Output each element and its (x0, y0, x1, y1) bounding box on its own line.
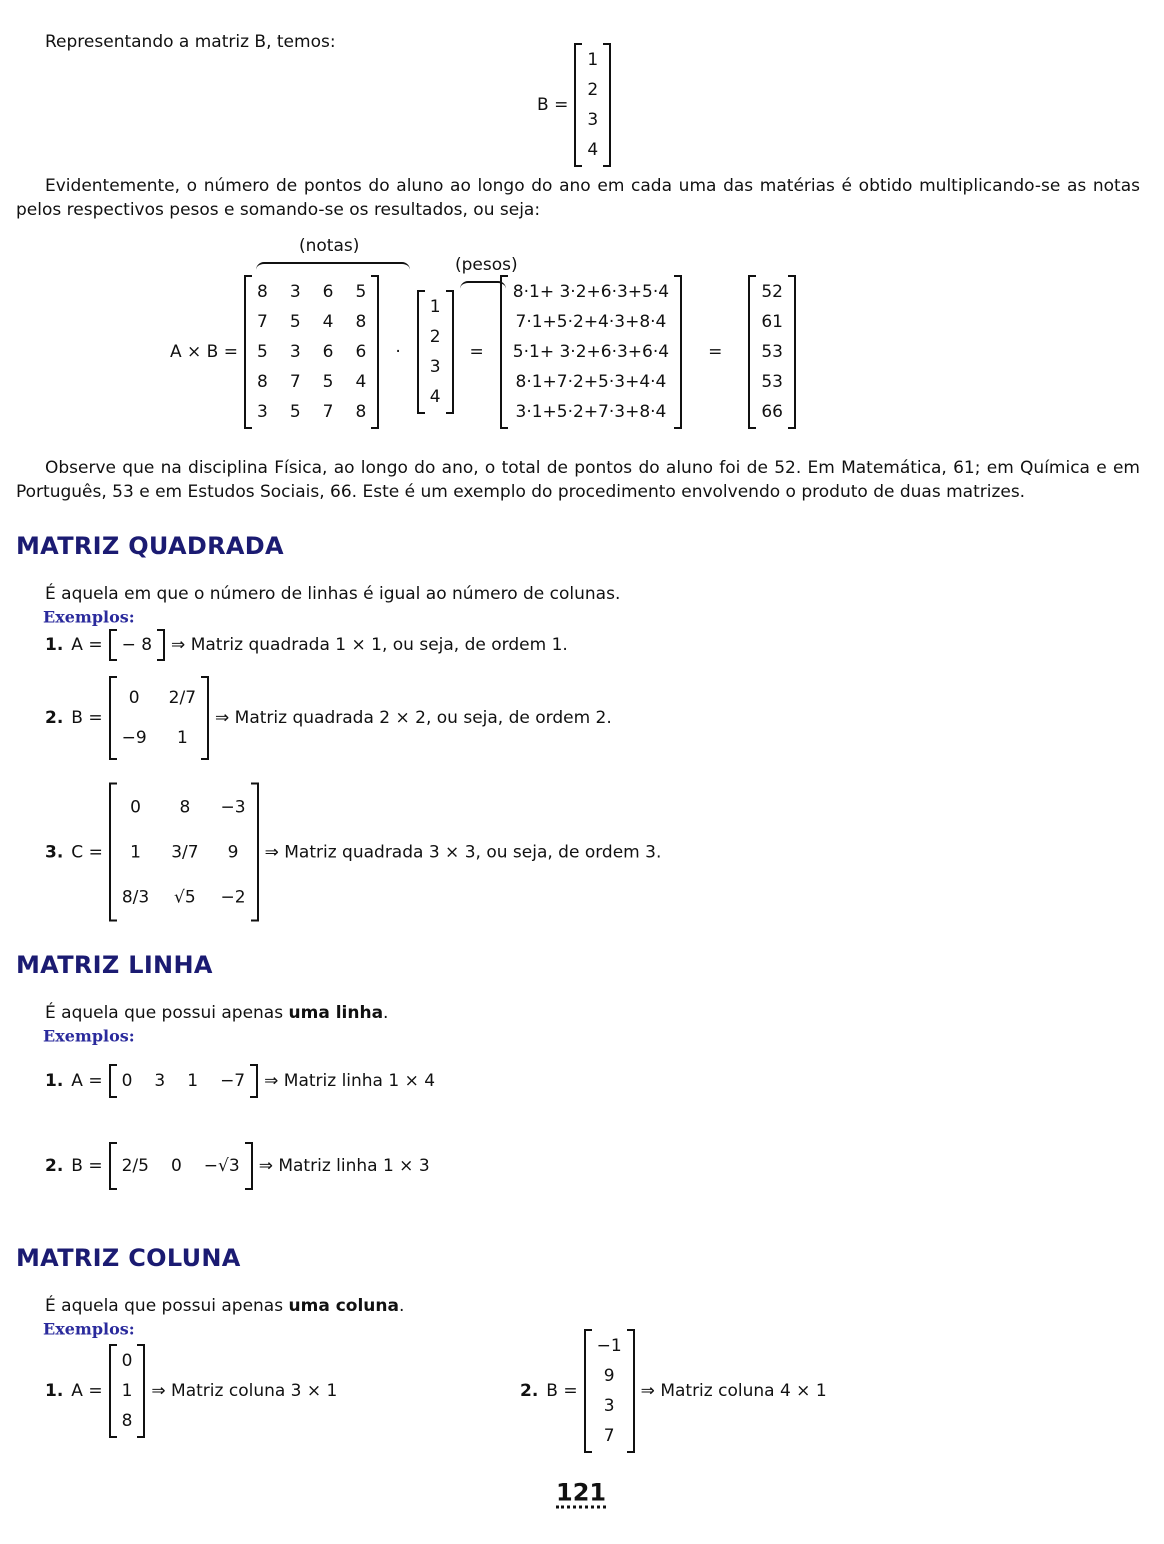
cell-text: 5 (257, 342, 268, 362)
example-description: ⇒ Matriz coluna 3 × 1 (151, 1381, 338, 1401)
matrix-result (748, 275, 796, 429)
cell-text: 2/7 (168, 688, 197, 708)
matrix-cell (502, 307, 680, 337)
matrix-cell (193, 1144, 251, 1188)
example-description: ⇒ Matriz coluna 4 × 1 (640, 1381, 827, 1401)
example-number: 1. (45, 635, 64, 655)
example-matrix (109, 1142, 253, 1190)
matrix-cell (576, 105, 609, 135)
cell-text: 0 (128, 688, 140, 708)
coluna-examples-label: Exemplos: (43, 1319, 135, 1339)
cell-text: 0 (121, 1071, 133, 1091)
matrix-cell (344, 397, 377, 427)
equals-sign: = (469, 342, 484, 362)
matrix-cell (246, 307, 279, 337)
example-matrix (109, 629, 165, 661)
def-bold: uma coluna (288, 1296, 399, 1316)
matrix-cell (111, 678, 158, 718)
quadrada-example-1 (45, 629, 568, 661)
matrix-cell (176, 1066, 209, 1096)
cell-text: −2 (220, 887, 246, 907)
quadrada-example-2 (45, 676, 612, 760)
cell-text: 6 (322, 342, 334, 362)
cell-text: 3 (587, 110, 599, 130)
matrix-cell (111, 1144, 160, 1188)
quadrada-example-3 (45, 783, 661, 922)
matrix-cell (111, 1346, 144, 1376)
example-lhs: B = (71, 1156, 103, 1176)
cell-text: 4 (355, 372, 367, 392)
cell-text: 61 (761, 312, 783, 332)
cell-text: 0 (170, 1156, 182, 1176)
dot-operator: · (395, 342, 401, 362)
matrix-cell (158, 718, 207, 758)
matrix-cell (160, 830, 209, 875)
matrix-cell (586, 1391, 633, 1421)
cell-text: 8 (355, 402, 367, 422)
matrix-cell (279, 277, 312, 307)
heading-matriz-linha: MATRIZ LINHA (16, 951, 213, 979)
cell-text: 66 (761, 402, 783, 422)
quadrada-examples-label: Exemplos: (43, 607, 135, 627)
cell-text: 2/5 (121, 1156, 149, 1176)
example-lhs: A = (71, 635, 103, 655)
example-lhs: B = (546, 1381, 578, 1401)
cell-text: 1 (587, 50, 599, 70)
cell-text: 8 (355, 312, 367, 332)
matrix-cell (111, 631, 163, 659)
matrix-cell (160, 1144, 193, 1188)
matrix-cell (750, 337, 794, 367)
matrix-cell (111, 875, 160, 920)
example-description: ⇒ Matriz linha 1 × 4 (264, 1071, 436, 1091)
matrix-cell (111, 1406, 144, 1436)
def-text: É aquela que possui apenas (45, 1003, 289, 1023)
b-label: B = (537, 95, 569, 115)
matrix-cell (209, 1066, 256, 1096)
cell-text: 3 (154, 1071, 166, 1091)
cell-text: 53 (761, 372, 783, 392)
matrix-row (576, 135, 609, 165)
matrix-row (419, 352, 452, 382)
matrix-cell (111, 830, 160, 875)
cell-text: 5 (289, 402, 301, 422)
example-number: 1. (45, 1381, 64, 1401)
example-number: 2. (45, 1156, 64, 1176)
cell-text: 3/7 (171, 842, 199, 862)
matrix-cell (210, 875, 257, 920)
cell-text: 7 (603, 1426, 615, 1446)
matrix-cell (160, 875, 209, 920)
matrix-cell (419, 352, 452, 382)
matrix-cell (312, 277, 345, 307)
matrix-cell (576, 45, 609, 75)
matrix-row (502, 277, 680, 307)
matrix-cell (419, 382, 452, 412)
matrix-row (419, 382, 452, 412)
cell-text: 8 (179, 797, 191, 817)
matrix-b (574, 43, 611, 167)
example-matrix (109, 1064, 259, 1098)
example-number: 2. (45, 708, 64, 728)
cell-text: 5·1+ 3·2+6·3+6·4 (512, 342, 670, 362)
cell-text: 8 (121, 1411, 133, 1431)
cell-text: − 8 (121, 635, 153, 655)
matrix-row (111, 718, 207, 758)
cell-text: 0 (121, 1351, 133, 1371)
matrix-cell (279, 397, 312, 427)
matrix-cell (312, 307, 345, 337)
matrix-cell (279, 307, 312, 337)
matrix-row (502, 337, 680, 367)
coluna-definition (45, 1296, 404, 1316)
def-end: . (398, 1296, 405, 1316)
matrix-cell (419, 292, 452, 322)
cell-text: 1 (176, 728, 188, 748)
matrix-cell (502, 337, 680, 367)
notas-brace (256, 262, 410, 270)
cell-text: 8 (257, 282, 268, 302)
matrix-cell (246, 397, 279, 427)
matrix-row (750, 397, 794, 427)
cell-text: 2 (587, 80, 599, 100)
paragraph-1 (16, 174, 1140, 222)
matrix-cell (160, 785, 209, 830)
def-end: . (383, 1003, 389, 1023)
matrix-cell (344, 277, 377, 307)
matrix-row (750, 337, 794, 367)
matrix-cell (344, 337, 377, 367)
heading-matriz-quadrada: MATRIZ QUADRADA (16, 532, 284, 560)
matrix-cell (344, 307, 377, 337)
matrix-row (111, 1376, 144, 1406)
matrix-cell (279, 337, 312, 367)
matrix-row (576, 75, 609, 105)
cell-text: −9 (121, 728, 147, 748)
matrix-row (750, 277, 794, 307)
cell-text: 1 (130, 842, 141, 862)
matrix-row (419, 322, 452, 352)
matrix-b-definition (537, 43, 617, 167)
cell-text: 7·1+5·2+4·3+8·4 (515, 312, 667, 332)
heading-matriz-coluna: MATRIZ COLUNA (16, 1244, 241, 1272)
matrix-cell (246, 367, 279, 397)
example-matrix (109, 1344, 146, 1438)
matrix-row (246, 337, 377, 367)
matrix-cell (210, 785, 257, 830)
matrix-row (111, 631, 163, 659)
example-lhs: A = (71, 1381, 103, 1401)
equals-sign: = (708, 342, 723, 362)
matrix-row (111, 875, 257, 920)
coluna-example-1 (45, 1344, 337, 1438)
matrix-row (111, 1346, 144, 1376)
matrix-row (586, 1361, 633, 1391)
matrix-row (586, 1421, 633, 1451)
cell-text: 53 (761, 342, 783, 362)
linha-definition (45, 1003, 388, 1023)
cell-text: 1 (121, 1381, 133, 1401)
matrix-row (502, 397, 680, 427)
matrix-row (111, 830, 257, 875)
example-matrix (109, 783, 259, 922)
cell-text: 5 (322, 372, 334, 392)
example-description: ⇒ Matriz linha 1 × 3 (258, 1156, 430, 1176)
cell-text: 9 (227, 842, 239, 862)
matrix-cell (111, 785, 160, 830)
example-matrix (109, 676, 209, 760)
matrix-cell (312, 397, 345, 427)
matrix-cell (586, 1331, 633, 1361)
matrix-cell (750, 397, 794, 427)
quadrada-definition: É aquela em que o número de linhas é igual ao número de colunas. (45, 584, 621, 604)
matrix-row (750, 307, 794, 337)
matrix-cell (750, 367, 794, 397)
example-number: 3. (45, 842, 64, 862)
cell-text: 8·1+7·2+5·3+4·4 (515, 372, 667, 392)
matrix-cell (246, 277, 279, 307)
cell-text: 8 (257, 372, 268, 392)
matrix-cell (111, 718, 158, 758)
matrix-cell (750, 277, 794, 307)
coluna-example-2 (520, 1329, 827, 1453)
example-lhs: C = (71, 842, 103, 862)
matrix-cell (502, 397, 680, 427)
cell-text: 3·1+5·2+7·3+8·4 (515, 402, 667, 422)
example-description: ⇒ Matriz quadrada 3 × 3, ou seja, de ordem 3. (264, 842, 662, 862)
cell-text: 3 (289, 282, 301, 302)
paragraph-1-text: Evidentemente, o número de pontos do aluno ao longo do ano em cada uma das matérias é obtido multiplicando-se as notas pelos respectivos pesos e somando-se os resultados, ou seja: (16, 176, 1140, 220)
matrix-row (750, 367, 794, 397)
cell-text: −7 (220, 1071, 246, 1091)
matrix-row (111, 678, 207, 718)
cell-text: 7 (289, 372, 301, 392)
matrix-cell (586, 1361, 633, 1391)
cell-text: −3 (220, 797, 246, 817)
matrix-cell (158, 678, 207, 718)
matrix-cell (143, 1066, 176, 1096)
example-number: 1. (45, 1071, 64, 1091)
example-lhs: B = (71, 708, 103, 728)
linha-example-2 (45, 1142, 430, 1190)
intro-text: Representando a matriz B, temos: (45, 32, 336, 52)
product-equation (170, 275, 802, 429)
matrix-cell (111, 1376, 144, 1406)
matrix-cell (576, 135, 609, 165)
def-text: É aquela que possui apenas (45, 1296, 289, 1316)
cell-text: 8/3 (121, 887, 150, 907)
notas-label: (notas) (299, 236, 360, 256)
matrix-cell (586, 1421, 633, 1451)
example-number: 2. (520, 1381, 539, 1401)
matrix-row (502, 307, 680, 337)
matrix-row (246, 277, 377, 307)
matrix-cell (312, 367, 345, 397)
matrix-expression (500, 275, 682, 429)
cell-text: 8·1+ 3·2+6·3+5·4 (512, 282, 670, 302)
matrix-cell (502, 367, 680, 397)
cell-text: 5 (355, 282, 367, 302)
matrix-row (576, 45, 609, 75)
matrix-cell (576, 75, 609, 105)
matrix-a-notas (244, 275, 379, 429)
example-description: ⇒ Matriz quadrada 2 × 2, ou seja, de ordem 2. (215, 708, 612, 728)
cell-text: 4 (322, 312, 334, 332)
matrix-cell (750, 307, 794, 337)
matrix-cell (246, 337, 279, 367)
cell-text: 5 (289, 312, 301, 332)
matrix-row (586, 1391, 633, 1421)
cell-text: 6 (322, 282, 334, 302)
matrix-row (246, 307, 377, 337)
example-lhs: A = (71, 1071, 103, 1091)
example-description: ⇒ Matriz quadrada 1 × 1, ou seja, de ordem 1. (171, 635, 568, 655)
cell-text: √5 (174, 887, 196, 907)
matrix-b-pesos (417, 290, 454, 414)
matrix-row (576, 105, 609, 135)
cell-text: 1 (187, 1071, 199, 1091)
matrix-cell (210, 830, 257, 875)
paragraph-2 (16, 456, 1140, 504)
cell-text: 3 (603, 1396, 615, 1416)
matrix-row (419, 292, 452, 322)
def-bold: uma linha (288, 1003, 384, 1023)
paragraph-2-text: Observe que na disciplina Física, ao longo do ano, o total de pontos do aluno foi de 52. Em Matemática, 61; em Química e em Português, 53 e em Estudos Sociais, 66. Este é um exemplo do procedimento envolvendo o produto de duas matrizes. (16, 458, 1140, 502)
product-lhs: A × B = (170, 342, 238, 362)
cell-text: 1 (429, 297, 441, 317)
matrix-cell (344, 367, 377, 397)
linha-example-1 (45, 1064, 435, 1098)
cell-text: 4 (429, 387, 441, 407)
cell-text: 9 (603, 1366, 615, 1386)
cell-text: 4 (587, 140, 599, 160)
page-number: 121 (556, 1478, 607, 1507)
cell-text: 52 (761, 282, 783, 302)
matrix-row (586, 1331, 633, 1361)
cell-text: −√3 (203, 1156, 240, 1176)
cell-text: 2 (429, 327, 441, 347)
matrix-cell (502, 277, 680, 307)
matrix-cell (419, 322, 452, 352)
matrix-row (111, 785, 257, 830)
cell-text: 3 (257, 402, 268, 422)
cell-text: 7 (322, 402, 334, 422)
matrix-cell (279, 367, 312, 397)
cell-text: 7 (257, 312, 268, 332)
cell-text: 3 (429, 357, 441, 377)
example-matrix (584, 1329, 635, 1453)
matrix-cell (111, 1066, 144, 1096)
matrix-cell (312, 337, 345, 367)
pesos-label: (pesos) (455, 255, 518, 275)
matrix-row (246, 367, 377, 397)
matrix-row (111, 1406, 144, 1436)
cell-text: 6 (355, 342, 367, 362)
cell-text: 3 (289, 342, 301, 362)
cell-text: −1 (596, 1336, 622, 1356)
cell-text: 0 (130, 797, 141, 817)
linha-examples-label: Exemplos: (43, 1026, 135, 1046)
matrix-row (111, 1066, 257, 1096)
matrix-row (111, 1144, 251, 1188)
matrix-row (502, 367, 680, 397)
matrix-row (246, 397, 377, 427)
